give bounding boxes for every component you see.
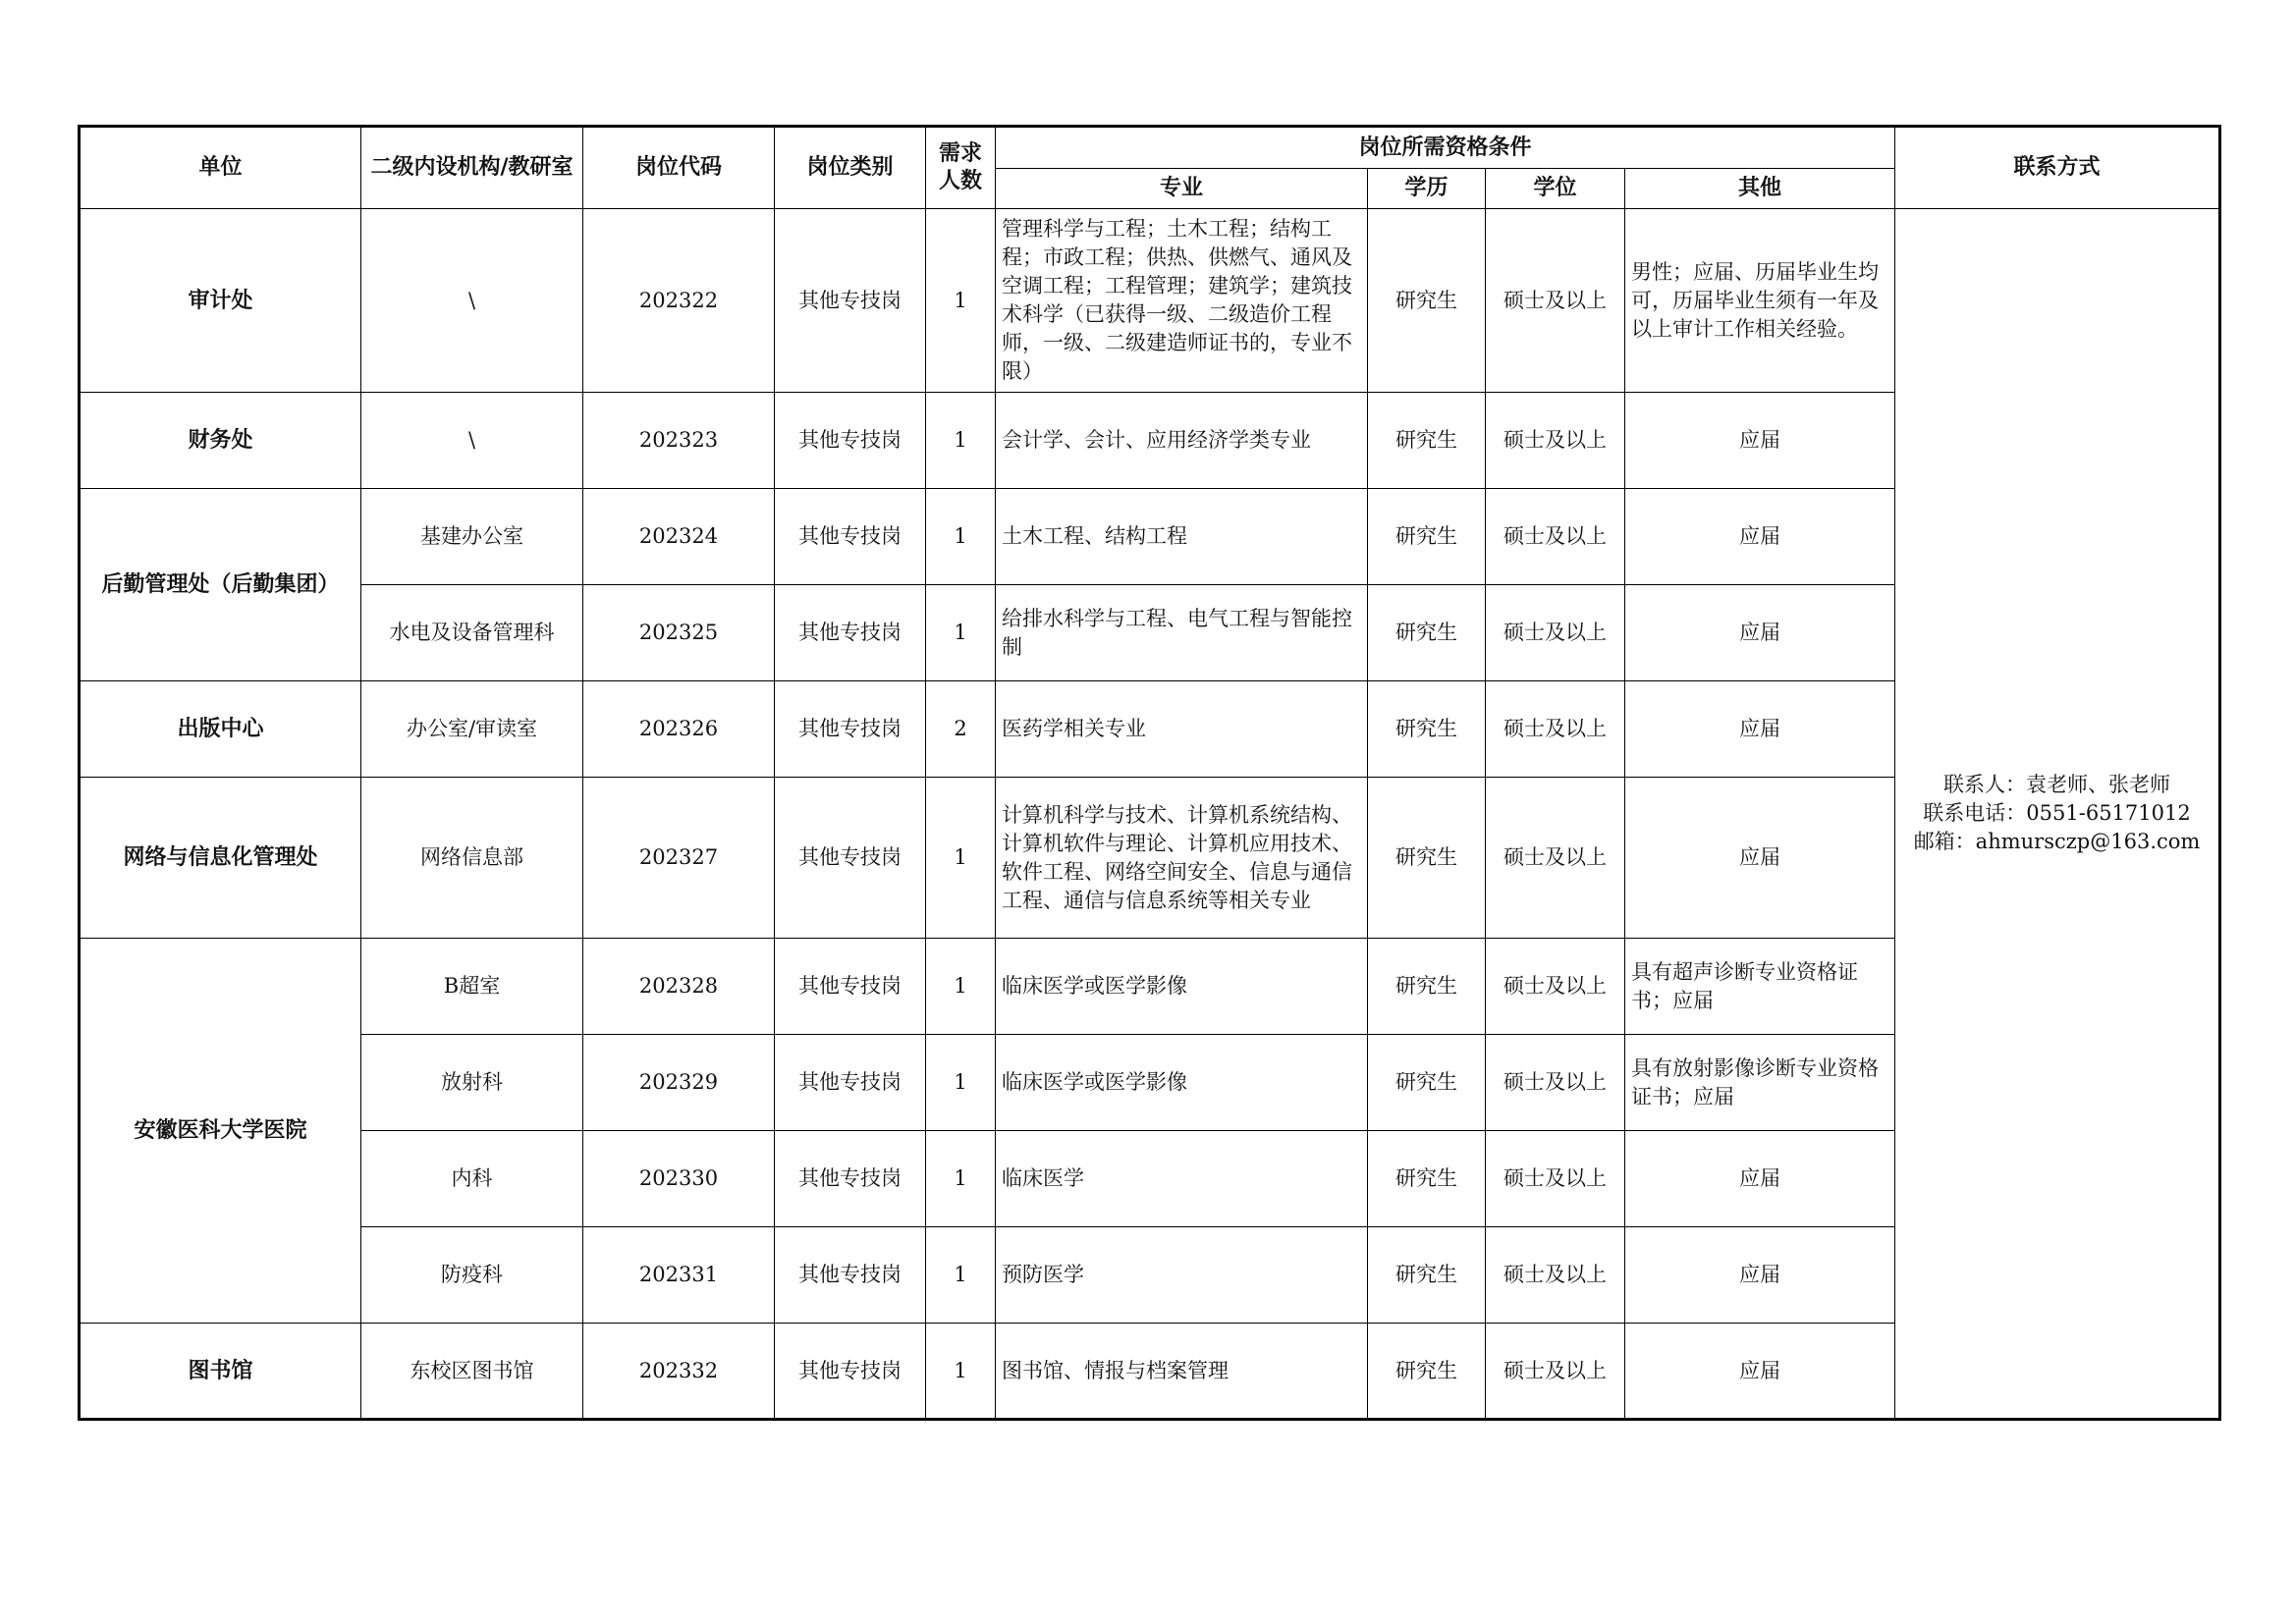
cell-code: 202330 — [583, 1131, 775, 1227]
cell-category: 其他专技岗 — [775, 393, 926, 489]
cell-category: 其他专技岗 — [775, 778, 926, 939]
cell-category: 其他专技岗 — [775, 1131, 926, 1227]
cell-degree: 硕士及以上 — [1486, 489, 1625, 585]
cell-category: 其他专技岗 — [775, 1035, 926, 1131]
cell-education: 研究生 — [1368, 489, 1486, 585]
cell-dept: 放射科 — [361, 1035, 583, 1131]
cell-other: 具有放射影像诊断专业资格证书；应届 — [1625, 1035, 1895, 1131]
header-count: 需求人数 — [926, 127, 996, 209]
cell-degree: 硕士及以上 — [1486, 585, 1625, 681]
cell-major: 临床医学 — [996, 1131, 1368, 1227]
cell-degree: 硕士及以上 — [1486, 1035, 1625, 1131]
cell-degree: 硕士及以上 — [1486, 778, 1625, 939]
cell-education: 研究生 — [1368, 1324, 1486, 1420]
cell-unit: 出版中心 — [80, 681, 361, 778]
cell-count: 1 — [926, 393, 996, 489]
cell-category: 其他专技岗 — [775, 939, 926, 1035]
cell-other: 男性；应届、历届毕业生均可，历届毕业生须有一年及以上审计工作相关经验。 — [1625, 209, 1895, 393]
cell-code: 202322 — [583, 209, 775, 393]
cell-dept: \ — [361, 209, 583, 393]
cell-dept: 防疫科 — [361, 1227, 583, 1324]
cell-dept: 内科 — [361, 1131, 583, 1227]
cell-major: 给排水科学与工程、电气工程与智能控制 — [996, 585, 1368, 681]
cell-unit: 图书馆 — [80, 1324, 361, 1420]
contact-email: 邮箱：ahmursczp@163.com — [1913, 830, 2201, 853]
cell-count: 1 — [926, 1131, 996, 1227]
cell-other: 应届 — [1625, 585, 1895, 681]
cell-major: 图书馆、情报与档案管理 — [996, 1324, 1368, 1420]
cell-category: 其他专技岗 — [775, 209, 926, 393]
cell-count: 1 — [926, 489, 996, 585]
cell-major: 计算机科学与技术、计算机系统结构、计算机软件与理论、计算机应用技术、软件工程、网络空间安全、信息与通信工程、通信与信息系统等相关专业 — [996, 778, 1368, 939]
cell-unit: 财务处 — [80, 393, 361, 489]
cell-unit: 安徽医科大学医院 — [80, 939, 361, 1324]
header-education: 学历 — [1368, 169, 1486, 209]
cell-dept: 东校区图书馆 — [361, 1324, 583, 1420]
header-qualifications: 岗位所需资格条件 — [996, 127, 1895, 169]
cell-count: 1 — [926, 939, 996, 1035]
cell-other: 应届 — [1625, 681, 1895, 778]
cell-dept: 办公室/审读室 — [361, 681, 583, 778]
cell-code: 202331 — [583, 1227, 775, 1324]
cell-degree: 硕士及以上 — [1486, 209, 1625, 393]
cell-category: 其他专技岗 — [775, 1324, 926, 1420]
cell-category: 其他专技岗 — [775, 681, 926, 778]
cell-major: 临床医学或医学影像 — [996, 1035, 1368, 1131]
cell-major: 医药学相关专业 — [996, 681, 1368, 778]
cell-dept: \ — [361, 393, 583, 489]
cell-degree: 硕士及以上 — [1486, 393, 1625, 489]
cell-code: 202325 — [583, 585, 775, 681]
contact-phone: 联系电话：0551-65171012 — [1923, 801, 2191, 825]
cell-unit: 网络与信息化管理处 — [80, 778, 361, 939]
cell-other: 应届 — [1625, 393, 1895, 489]
header-contact: 联系方式 — [1895, 127, 2220, 209]
cell-code: 202329 — [583, 1035, 775, 1131]
cell-education: 研究生 — [1368, 939, 1486, 1035]
cell-education: 研究生 — [1368, 1035, 1486, 1131]
cell-other: 应届 — [1625, 1131, 1895, 1227]
cell-major: 土木工程、结构工程 — [996, 489, 1368, 585]
cell-major: 预防医学 — [996, 1227, 1368, 1324]
cell-unit: 后勤管理处（后勤集团） — [80, 489, 361, 681]
cell-degree: 硕士及以上 — [1486, 1131, 1625, 1227]
cell-count: 1 — [926, 778, 996, 939]
cell-education: 研究生 — [1368, 1131, 1486, 1227]
cell-code: 202328 — [583, 939, 775, 1035]
cell-degree: 硕士及以上 — [1486, 1324, 1625, 1420]
cell-degree: 硕士及以上 — [1486, 1227, 1625, 1324]
cell-education: 研究生 — [1368, 681, 1486, 778]
cell-education: 研究生 — [1368, 585, 1486, 681]
header-category: 岗位类别 — [775, 127, 926, 209]
cell-dept: B超室 — [361, 939, 583, 1035]
cell-count: 1 — [926, 585, 996, 681]
cell-dept: 基建办公室 — [361, 489, 583, 585]
header-unit: 单位 — [80, 127, 361, 209]
cell-code: 202327 — [583, 778, 775, 939]
cell-count: 1 — [926, 1227, 996, 1324]
cell-education: 研究生 — [1368, 778, 1486, 939]
cell-other: 应届 — [1625, 1324, 1895, 1420]
contact-person: 联系人：袁老师、张老师 — [1943, 773, 2171, 796]
cell-code: 202324 — [583, 489, 775, 585]
cell-other: 具有超声诊断专业资格证书；应届 — [1625, 939, 1895, 1035]
cell-count: 2 — [926, 681, 996, 778]
recruitment-table — [78, 125, 2221, 1421]
cell-category: 其他专技岗 — [775, 1227, 926, 1324]
cell-major: 管理科学与工程；土木工程；结构工程；市政工程；供热、供燃气、通风及空调工程；工程管理；建筑学；建筑技术科学（已获得一级、二级造价工程师，一级、二级建造师证书的，专业不限） — [996, 209, 1368, 393]
cell-code: 202323 — [583, 393, 775, 489]
cell-category: 其他专技岗 — [775, 489, 926, 585]
cell-other: 应届 — [1625, 778, 1895, 939]
cell-count: 1 — [926, 1324, 996, 1420]
table-row — [80, 209, 2220, 393]
header-degree: 学位 — [1486, 169, 1625, 209]
cell-category: 其他专技岗 — [775, 585, 926, 681]
cell-major: 临床医学或医学影像 — [996, 939, 1368, 1035]
cell-dept: 网络信息部 — [361, 778, 583, 939]
cell-unit: 审计处 — [80, 209, 361, 393]
header-other: 其他 — [1625, 169, 1895, 209]
contact-cell — [1895, 209, 2220, 1420]
cell-count: 1 — [926, 1035, 996, 1131]
cell-code: 202332 — [583, 1324, 775, 1420]
cell-other: 应届 — [1625, 1227, 1895, 1324]
cell-education: 研究生 — [1368, 393, 1486, 489]
cell-degree: 硕士及以上 — [1486, 939, 1625, 1035]
cell-other: 应届 — [1625, 489, 1895, 585]
cell-count: 1 — [926, 209, 996, 393]
header-code: 岗位代码 — [583, 127, 775, 209]
cell-major: 会计学、会计、应用经济学类专业 — [996, 393, 1368, 489]
cell-dept: 水电及设备管理科 — [361, 585, 583, 681]
cell-education: 研究生 — [1368, 209, 1486, 393]
cell-education: 研究生 — [1368, 1227, 1486, 1324]
cell-code: 202326 — [583, 681, 775, 778]
cell-degree: 硕士及以上 — [1486, 681, 1625, 778]
header-dept: 二级内设机构/教研室 — [361, 127, 583, 209]
header-major: 专业 — [996, 169, 1368, 209]
